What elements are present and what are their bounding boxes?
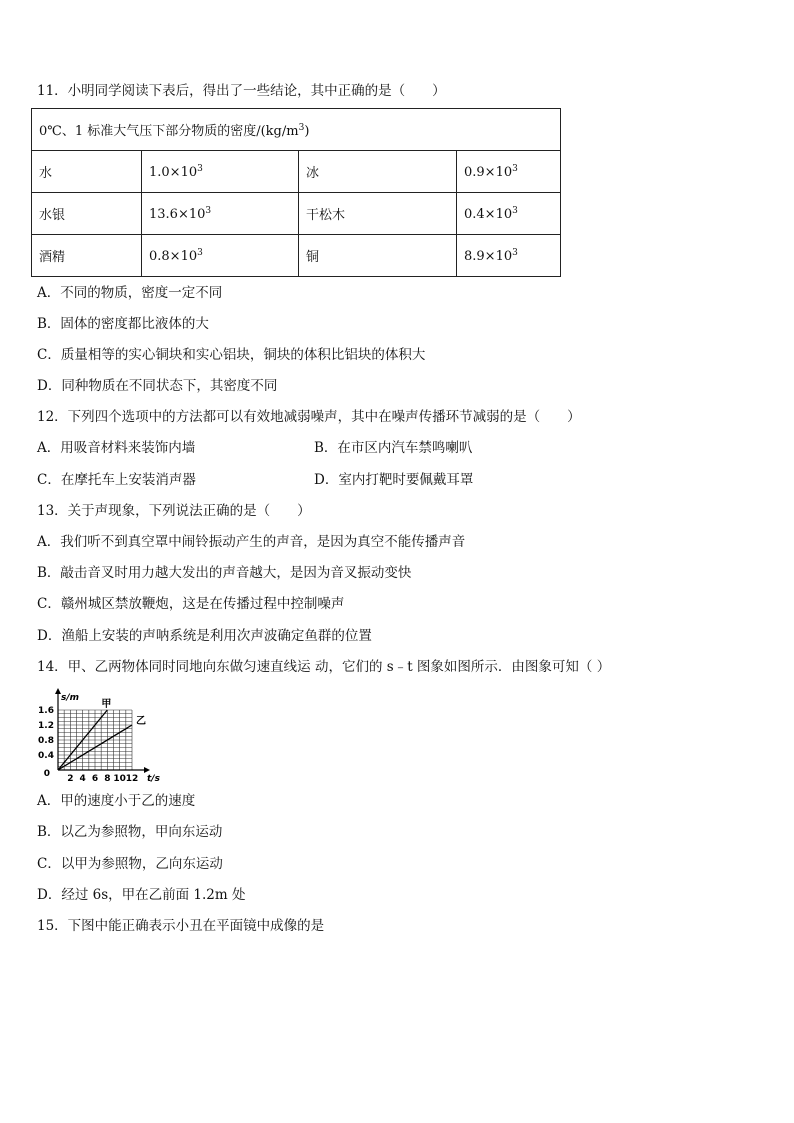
s-t-chart: [28, 688, 178, 786]
substance-name: 酒精: [32, 235, 142, 277]
q13-option-a: A．我们听不到真空罩中闹铃振动产生的声音，是因为真空不能传播声音: [37, 534, 466, 550]
substance-name: 铜: [299, 235, 457, 277]
y-tick-label: 0.8: [38, 736, 54, 746]
q11-option-a: A．不同的物质，密度一定不同: [37, 285, 223, 301]
q14-option-c: C．以甲为参照物，乙向东运动: [37, 856, 223, 872]
density-value: $0.8\times 10^3$: [142, 235, 299, 277]
substance-name: 干松木: [299, 193, 457, 235]
q14-option-a: A．甲的速度小于乙的速度: [37, 793, 196, 809]
y-tick-label: 1.2: [38, 721, 54, 731]
density-value: $1.0\times 10^3$: [142, 151, 299, 193]
q12-option-c: C．在摩托车上安装消声器: [37, 472, 196, 488]
q13-option-c: C．赣州城区禁放鞭炮，这是在传播过程中控制噪声: [37, 596, 345, 612]
x-tick-label: 6: [91, 774, 99, 784]
density-value: $0.9\times 10^3$: [457, 151, 561, 193]
density-value: $13.6\times 10^3$: [142, 193, 299, 235]
q13-stem: 13．关于声现象，下列说法正确的是（ ）: [37, 503, 311, 519]
q11-stem: 11．小明同学阅读下表后，得出了一些结论，其中正确的是（ ）: [37, 83, 446, 99]
q14-stem: 14．甲、乙两物体同时同地向东做匀速直线运 动，它们的 s﹣t 图象如图所示．由图象可知（ ）: [37, 659, 611, 675]
q14-option-b: B．以乙为参照物，甲向东运动: [37, 824, 223, 840]
table-row: [32, 151, 561, 193]
q13-option-d: D．渔船上安装的声呐系统是利用次声波确定鱼群的位置: [37, 628, 372, 644]
q11-option-c: C．质量相等的实心铜块和实心铝块，铜块的体积比铝块的体积大: [37, 347, 426, 363]
substance-name: 水银: [32, 193, 142, 235]
q13-option-b: B．敲击音叉时用力越大发出的声音越大，是因为音叉振动变快: [37, 565, 412, 581]
q12-option-b: B．在市区内汽车禁鸣喇叭: [314, 440, 473, 456]
origin-label: 0: [43, 769, 50, 779]
q12-option-a: A．用吸音材料来装饰内墙: [37, 440, 196, 456]
table-row: [32, 235, 561, 277]
q15-stem: 15．下图中能正确表示小丑在平面镜中成像的是: [37, 918, 325, 934]
x-tick-label: 12: [125, 774, 139, 784]
series-label: 甲: [101, 699, 112, 710]
q11-option-d: D．同种物质在不同状态下，其密度不同: [37, 378, 278, 394]
substance-name: 冰: [299, 151, 457, 193]
y-tick-label: 1.6: [38, 706, 54, 716]
y-tick-label: 0.4: [38, 751, 54, 761]
q12-stem: 12．下列四个选项中的方法都可以有效地减弱噪声，其中在噪声传播环节减弱的是（ ）: [37, 409, 581, 425]
x-axis-arrow: [144, 767, 150, 773]
substance-name: 水: [32, 151, 142, 193]
q14-option-d: D．经过 6s，甲在乙前面 1.2m 处: [37, 887, 246, 903]
q11-option-b: B．固体的密度都比液体的大: [37, 316, 209, 332]
table-row: [32, 193, 561, 235]
chart-grid: [58, 710, 132, 770]
x-tick-label: 10: [113, 774, 126, 784]
density-value: $8.9\times 10^3$: [457, 235, 561, 277]
density-table: [31, 108, 561, 277]
x-tick-label: 2: [67, 774, 74, 784]
table-caption: 0℃、1 标准大气压下部分物质的密度$/(kg/m^3)$: [32, 109, 561, 151]
y-axis-label: s/m: [61, 693, 80, 703]
x-tick-label: 4: [79, 774, 86, 784]
density-value: $0.4\times 10^3$: [457, 193, 561, 235]
series-label: 乙: [136, 716, 146, 727]
x-axis-label: t/s: [147, 774, 160, 784]
x-tick-label: 8: [104, 774, 111, 784]
q12-option-d: D．室内打靶时要佩戴耳罩: [314, 472, 474, 488]
